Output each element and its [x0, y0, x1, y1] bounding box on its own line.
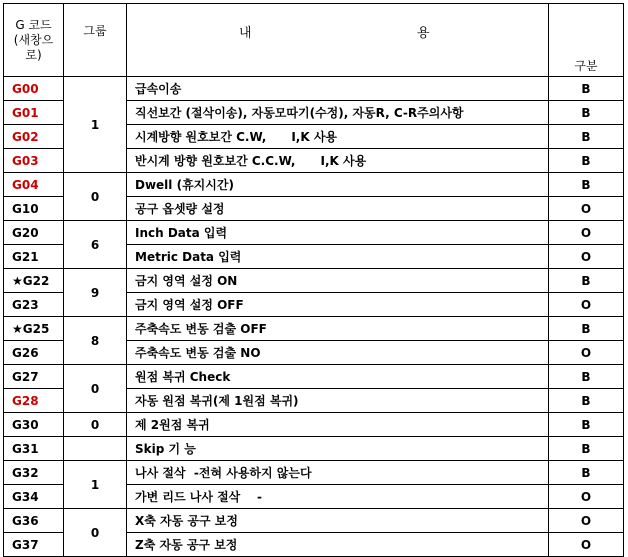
group-cell: 6 [64, 221, 127, 269]
description-cell: 급속이송 [127, 77, 549, 101]
kind-cell: O [549, 485, 624, 509]
kind-cell: O [549, 293, 624, 317]
g-code-cell: G03 [4, 149, 64, 173]
table-row [4, 317, 624, 341]
kind-cell: B [549, 173, 624, 197]
group-cell: 0 [64, 173, 127, 221]
group-cell: 0 [64, 509, 127, 557]
kind-cell: B [549, 461, 624, 485]
kind-cell: B [549, 269, 624, 293]
description-cell: Skip 기 능 [127, 437, 549, 461]
kind-cell: O [549, 341, 624, 365]
g-code-cell: G26 [4, 341, 64, 365]
description-cell: 주축속도 변동 검출 NO [127, 341, 549, 365]
g-code-cell: G20 [4, 221, 64, 245]
description-cell: 주축속도 변동 검출 OFF [127, 317, 549, 341]
kind-cell: B [549, 437, 624, 461]
g-code-cell: G00 [4, 77, 64, 101]
g-code-cell: G32 [4, 461, 64, 485]
table-row [4, 509, 624, 533]
kind-cell: B [549, 317, 624, 341]
header-content [127, 4, 549, 77]
description-cell: 공구 옵셋량 설정 [127, 197, 549, 221]
table-row [4, 173, 624, 197]
kind-cell: O [549, 509, 624, 533]
g-code-cell: G28 [4, 389, 64, 413]
description-cell: 원점 복귀 Check [127, 365, 549, 389]
group-cell: 0 [64, 413, 127, 437]
description-cell: 시계방향 원호보간 C.W, I,K 사용 [127, 125, 549, 149]
g-code-cell: G21 [4, 245, 64, 269]
group-cell: 9 [64, 269, 127, 317]
g-code-cell: G01 [4, 101, 64, 125]
kind-cell: B [549, 101, 624, 125]
kind-cell: O [549, 197, 624, 221]
header-g-code-link[interactable] [4, 4, 64, 77]
kind-cell: B [549, 149, 624, 173]
header-content-right: 용 [417, 26, 430, 41]
header-row [4, 4, 624, 77]
description-cell: Metric Data 입력 [127, 245, 549, 269]
g-code-cell: G34 [4, 485, 64, 509]
group-cell [64, 437, 127, 461]
g-code-table-container [3, 3, 624, 557]
g-code-cell: G31 [4, 437, 64, 461]
kind-cell: B [549, 389, 624, 413]
header-g-code-text: G 코드 (새창으 로) [13, 17, 54, 62]
description-cell: 가변 리드 나사 절삭 - [127, 485, 549, 509]
kind-cell: B [549, 365, 624, 389]
kind-cell: B [549, 125, 624, 149]
g-code-cell: ★G22 [4, 269, 64, 293]
g-code-cell: G36 [4, 509, 64, 533]
header-group: 그룹 [64, 4, 127, 77]
kind-cell: B [549, 77, 624, 101]
table-row [4, 221, 624, 245]
table-row [4, 365, 624, 389]
description-cell: 자동 원점 복귀(제 1원점 복귀) [127, 389, 549, 413]
description-cell: 반시계 방향 원호보간 C.C.W, I,K 사용 [127, 149, 549, 173]
g-code-cell: G37 [4, 533, 64, 557]
table-row [4, 77, 624, 101]
g-code-cell: G27 [4, 365, 64, 389]
group-cell: 8 [64, 317, 127, 365]
kind-cell: B [549, 413, 624, 437]
kind-cell: O [549, 245, 624, 269]
g-code-cell: G10 [4, 197, 64, 221]
table-row [4, 269, 624, 293]
table-row [4, 413, 624, 437]
g-code-cell: G23 [4, 293, 64, 317]
table-row [4, 461, 624, 485]
description-cell: 직선보간 (절삭이송), 자동모따기(수정), 자동R, C-R주의사항 [127, 101, 549, 125]
description-cell: Z축 자동 공구 보정 [127, 533, 549, 557]
description-cell: 나사 절삭 -전혀 사용하지 않는다 [127, 461, 549, 485]
description-cell: 제 2원점 복귀 [127, 413, 549, 437]
description-cell: Dwell (휴지시간) [127, 173, 549, 197]
group-cell: 0 [64, 365, 127, 413]
kind-cell: O [549, 533, 624, 557]
g-code-cell: G04 [4, 173, 64, 197]
description-cell: 금지 영역 설정 ON [127, 269, 549, 293]
group-cell: 1 [64, 461, 127, 509]
kind-cell: O [549, 221, 624, 245]
description-cell: Inch Data 입력 [127, 221, 549, 245]
header-kind: 구분 [549, 4, 624, 77]
header-content-left: 내 [239, 26, 252, 41]
g-code-cell: ★G25 [4, 317, 64, 341]
group-cell: 1 [64, 77, 127, 173]
description-cell: X축 자동 공구 보정 [127, 509, 549, 533]
g-code-table [3, 3, 624, 557]
g-code-cell: G02 [4, 125, 64, 149]
g-code-cell: G30 [4, 413, 64, 437]
description-cell: 금지 영역 설정 OFF [127, 293, 549, 317]
table-row [4, 437, 624, 461]
